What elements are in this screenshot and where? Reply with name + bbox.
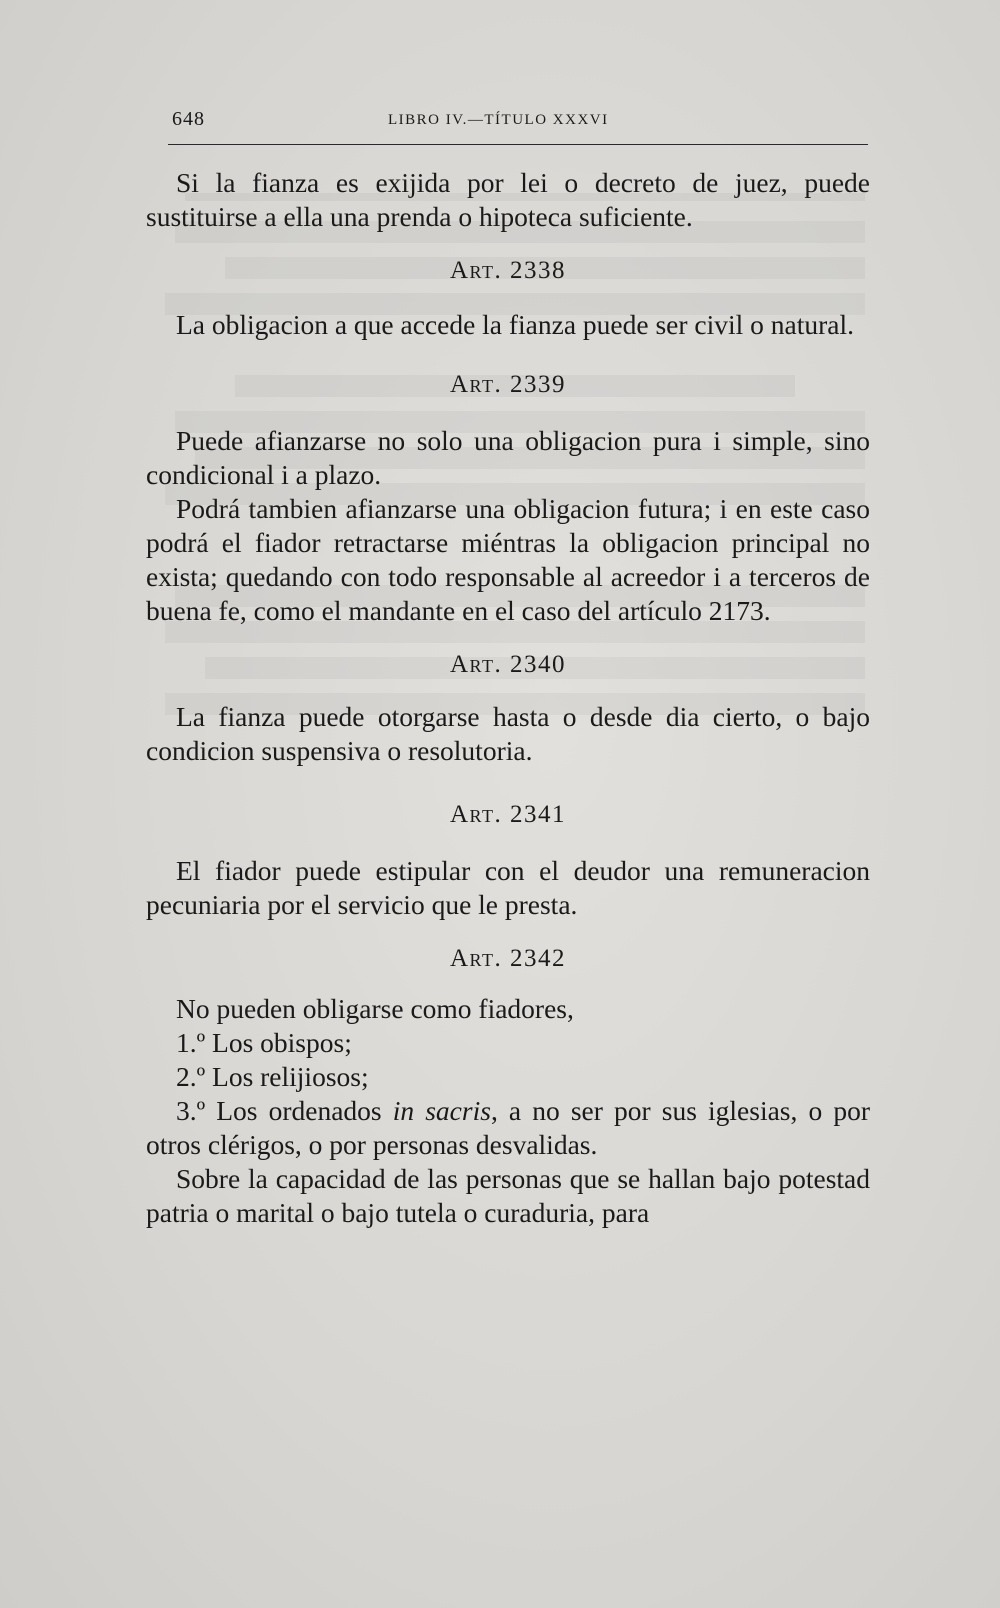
page-header: [168, 104, 868, 145]
page-body: [146, 166, 870, 1230]
article-heading: Art. 2340: [450, 651, 566, 678]
page-number: 648: [172, 108, 205, 130]
running-head: LIBRO IV.—TÍTULO XXXVI: [388, 112, 609, 128]
paragraph: La fianza puede otorgarse hasta o desde dia cierto, o bajo condicion suspensiva o resolutoria.: [146, 701, 870, 766]
paragraph: Si la fianza es exijida por lei o decreto de juez, puede sustituirse a ella una prenda o hipoteca suficiente.: [146, 167, 870, 232]
paragraph: Sobre la capacidad de las personas que se hallan bajo potestad patria o marital o bajo tutela o curaduria, para: [146, 1163, 870, 1228]
article-heading: Art. 2339: [450, 371, 566, 398]
paragraph: La obligacion a que accede la fianza puede ser civil o natural.: [176, 309, 854, 340]
paragraph: Podrá tambien afianzarse una obligacion futura; i en este caso podrá el fiador retractarse miéntras la obligacion principal no exista; quedando con todo responsable al acreedor i a terceros de buena fe, como el mandante en el caso del artículo 2173.: [146, 493, 870, 626]
list-item: 3.º Los ordenados in sacris, a no ser por sus iglesias, o por otros clérigos, o por personas desvalidas.: [146, 1095, 870, 1160]
paragraph: Puede afianzarse no solo una obligacion pura i simple, sino condicional i a plazo.: [146, 425, 870, 490]
article-heading: Art. 2338: [450, 257, 566, 284]
article-heading: Art. 2342: [450, 945, 566, 972]
article-heading: Art. 2341: [450, 801, 566, 828]
paragraph: No pueden obligarse como fiadores,: [176, 993, 574, 1024]
list-item: 2.º Los relijiosos;: [176, 1061, 369, 1092]
list-item: 1.º Los obispos;: [176, 1027, 352, 1058]
paragraph: El fiador puede estipular con el deudor una remuneracion pecuniaria por el servicio que le presta.: [146, 855, 870, 920]
